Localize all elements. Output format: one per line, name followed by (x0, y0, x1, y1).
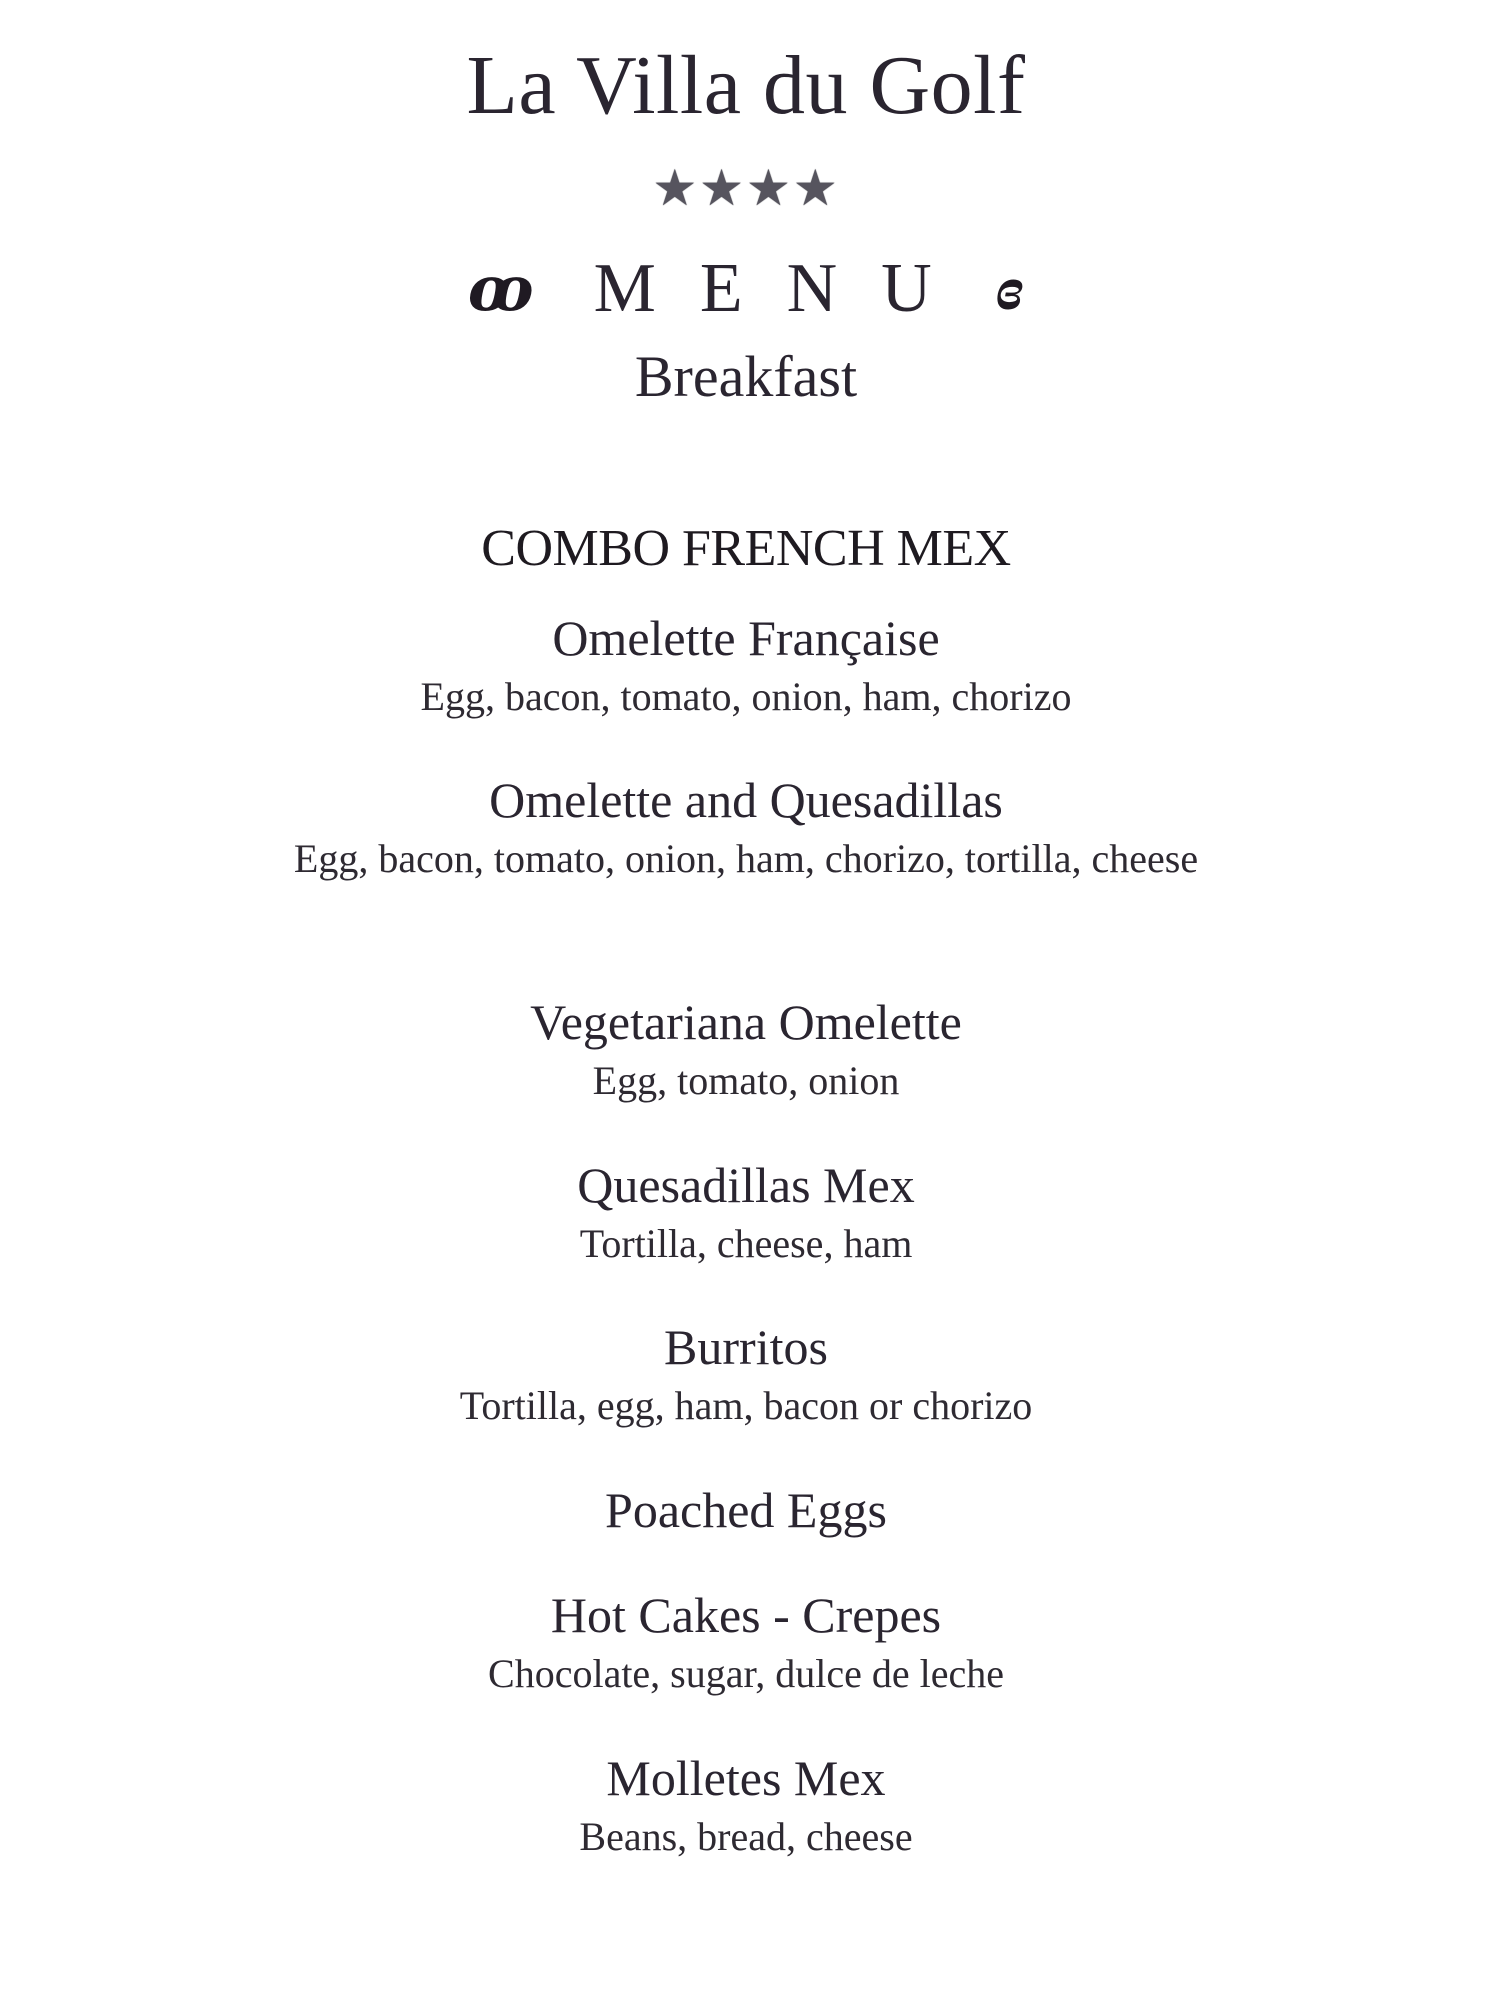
menu-item (200, 1155, 1292, 1273)
menu-item-description: Egg, bacon, tomato, onion, ham, chorizo, tortilla, cheese (293, 836, 1199, 881)
menu-item-description: Egg, tomato, onion (592, 1058, 900, 1103)
menu-item (200, 1585, 1292, 1703)
menu-item-name: Quesadillas Mex (577, 1157, 915, 1213)
menu-item-name: Vegetariana Omelette (530, 994, 962, 1050)
menu-item-description: Beans, bread, cheese (579, 1814, 913, 1859)
menu-item-name: Poached Eggs (605, 1482, 887, 1538)
menu-item (200, 1317, 1292, 1435)
menu-item-name: Omelette and Quesadillas (489, 772, 1003, 828)
restaurant-title: La Villa du Golf (466, 39, 1026, 132)
menu-item (200, 1480, 1292, 1540)
menu-item-name: Molletes Mex (606, 1750, 886, 1806)
menu-subtitle: Breakfast (634, 344, 858, 409)
star-rating: ★★★★ (652, 159, 840, 217)
menu-item-name: Hot Cakes - Crepes (550, 1587, 942, 1643)
section-title: COMBO FRENCH MEX (481, 520, 1011, 577)
menu-item-name: Omelette Française (552, 610, 940, 666)
menu-item (200, 992, 1292, 1110)
menu-item-description: Chocolate, sugar, dulce de leche (488, 1651, 1004, 1696)
menu-heading-row (0, 244, 1492, 334)
ornament-right-icon: ɞ (995, 254, 1025, 323)
menu-item (200, 770, 1292, 888)
menu-item (200, 608, 1292, 726)
menu-item (200, 1748, 1292, 1866)
menu-item-description: Egg, bacon, tomato, onion, ham, chorizo (420, 674, 1072, 719)
menu-heading: MENU (593, 250, 976, 327)
menu-item-description: Tortilla, cheese, ham (579, 1221, 913, 1266)
menu-item-description: Tortilla, egg, ham, bacon or chorizo (459, 1383, 1033, 1428)
ornament-left-icon: ꝏ (467, 256, 534, 324)
menu-item-name: Burritos (664, 1319, 828, 1375)
